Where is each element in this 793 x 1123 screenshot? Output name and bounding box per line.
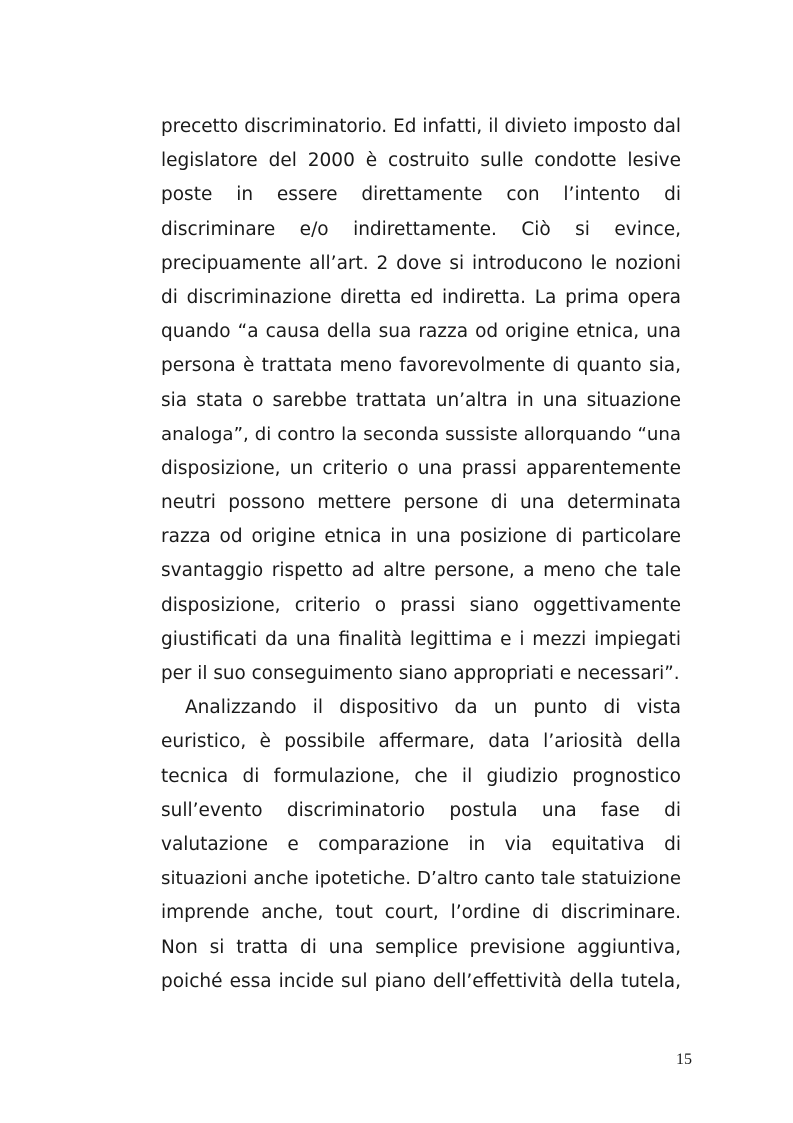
text-line: disposizione, un criterio o una prassi apparentemente <box>161 457 681 479</box>
text-line: di discriminazione diretta ed indiretta. La prima opera <box>161 286 681 308</box>
text-line: sull’evento discriminatorio postula una fase di <box>161 799 681 821</box>
text-line: precipuamente all’art. 2 dove si introducono le nozioni <box>161 252 681 274</box>
text-line: razza od origine etnica in una posizione di particolare <box>161 526 681 548</box>
text-line: valutazione e comparazione in via equitativa di <box>161 833 681 855</box>
text-line: svantaggio rispetto ad altre persone, a meno che tale <box>161 560 681 582</box>
text-line: poste in essere direttamente con l’intento di <box>161 184 681 206</box>
text-line: disposizione, criterio o prassi siano oggettivamente <box>161 594 681 616</box>
text-line: analoga”, di contro la seconda sussiste allorquando “una <box>161 423 681 445</box>
text-line: legislatore del 2000 è costruito sulle condotte lesive <box>161 150 681 172</box>
text-line: persona è trattata meno favorevolmente di quanto sia, <box>161 355 681 377</box>
text-line: situazioni anche ipotetiche. D’altro canto tale statuizione <box>161 868 681 890</box>
text-line: imprende anche, tout court, l’ordine di discriminare. <box>161 902 681 924</box>
body-text <box>161 110 681 999</box>
text-line: poiché essa incide sul piano dell’effettività della tutela, <box>161 970 681 992</box>
text-line: sia stata o sarebbe trattata un’altra in una situazione <box>161 389 681 411</box>
text-line: giustificati da una finalità legittima e i mezzi impiegati <box>161 628 681 650</box>
text-line: Non si tratta di una semplice previsione aggiuntiva, <box>161 936 681 958</box>
text-line: discriminare e/o indirettamente. Ciò si evince, <box>161 218 681 240</box>
text-line: Analizzando il dispositivo da un punto di vista <box>185 697 681 719</box>
text-line: per il suo conseguimento siano appropriati e necessari”. <box>161 663 680 684</box>
page-number: 15 <box>676 1051 692 1068</box>
text-line: neutri possono mettere persone di una determinata <box>161 492 681 514</box>
text-line: quando “a causa della sua razza od origine etnica, una <box>161 321 681 343</box>
text-line: precetto discriminatorio. Ed infatti, il divieto imposto dal <box>161 116 681 137</box>
text-line: euristico, è possibile affermare, data l’ariosità della <box>161 731 681 753</box>
text-line: tecnica di formulazione, che il giudizio prognostico <box>161 765 681 787</box>
